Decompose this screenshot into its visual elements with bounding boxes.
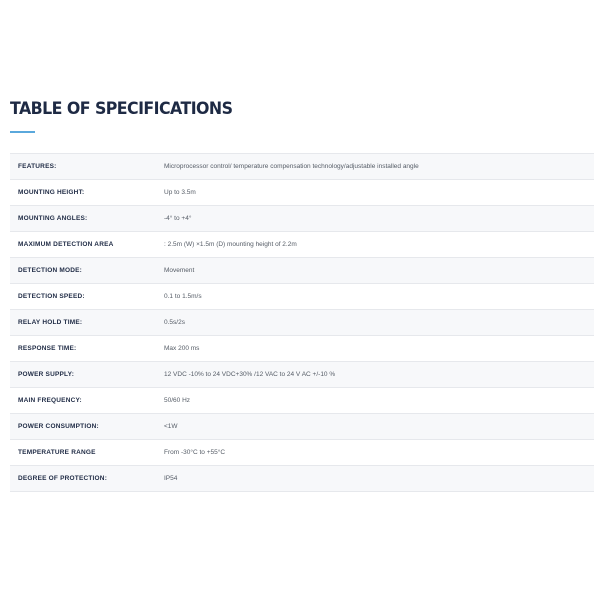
title-underline-divider [10, 131, 35, 133]
spec-value: Up to 3.5m [164, 180, 594, 206]
spec-value: 0.5s/2s [164, 310, 594, 336]
table-row [10, 466, 594, 492]
spec-label: MAXIMUM DETECTION AREA [10, 232, 164, 258]
table-row [10, 414, 594, 440]
table-row [10, 388, 594, 414]
spec-value: Max 200 ms [164, 336, 594, 362]
spec-value: -4° to +4° [164, 206, 594, 232]
table-row [10, 206, 594, 232]
spec-value: Movement [164, 258, 594, 284]
table-row [10, 310, 594, 336]
spec-label: DETECTION MODE: [10, 258, 164, 284]
spec-value: IP54 [164, 466, 594, 492]
spec-value: : 2.5m (W) ×1.5m (D) mounting height of 2.2m [164, 232, 594, 258]
spec-label: MOUNTING ANGLES: [10, 206, 164, 232]
table-row [10, 154, 594, 180]
spec-label: RESPONSE TIME: [10, 336, 164, 362]
spec-label: TEMPERATURE RANGE [10, 440, 164, 466]
spec-value: Microprocessor control/ temperature compensation technology/adjustable installed angle [164, 154, 594, 180]
table-row [10, 258, 594, 284]
spec-label: DEGREE OF PROTECTION: [10, 466, 164, 492]
spec-label: FEATURES: [10, 154, 164, 180]
specifications-table [10, 153, 594, 492]
page-title: TABLE OF SPECIFICATIONS [10, 99, 233, 119]
table-row [10, 232, 594, 258]
table-row [10, 440, 594, 466]
spec-value: <1W [164, 414, 594, 440]
spec-value: 12 VDC -10% to 24 VDC+30% /12 VAC to 24 V AC +/-10 % [164, 362, 594, 388]
table-row [10, 362, 594, 388]
table-row [10, 336, 594, 362]
spec-label: MOUNTING HEIGHT: [10, 180, 164, 206]
table-row [10, 284, 594, 310]
spec-value: 50/60 Hz [164, 388, 594, 414]
spec-label: MAIN FREQUENCY: [10, 388, 164, 414]
table-row [10, 180, 594, 206]
spec-label: POWER SUPPLY: [10, 362, 164, 388]
spec-label: POWER CONSUMPTION: [10, 414, 164, 440]
spec-label: DETECTION SPEED: [10, 284, 164, 310]
spec-value: 0.1 to 1.5m/s [164, 284, 594, 310]
spec-label: RELAY HOLD TIME: [10, 310, 164, 336]
spec-value: From -30°C to +55°C [164, 440, 594, 466]
